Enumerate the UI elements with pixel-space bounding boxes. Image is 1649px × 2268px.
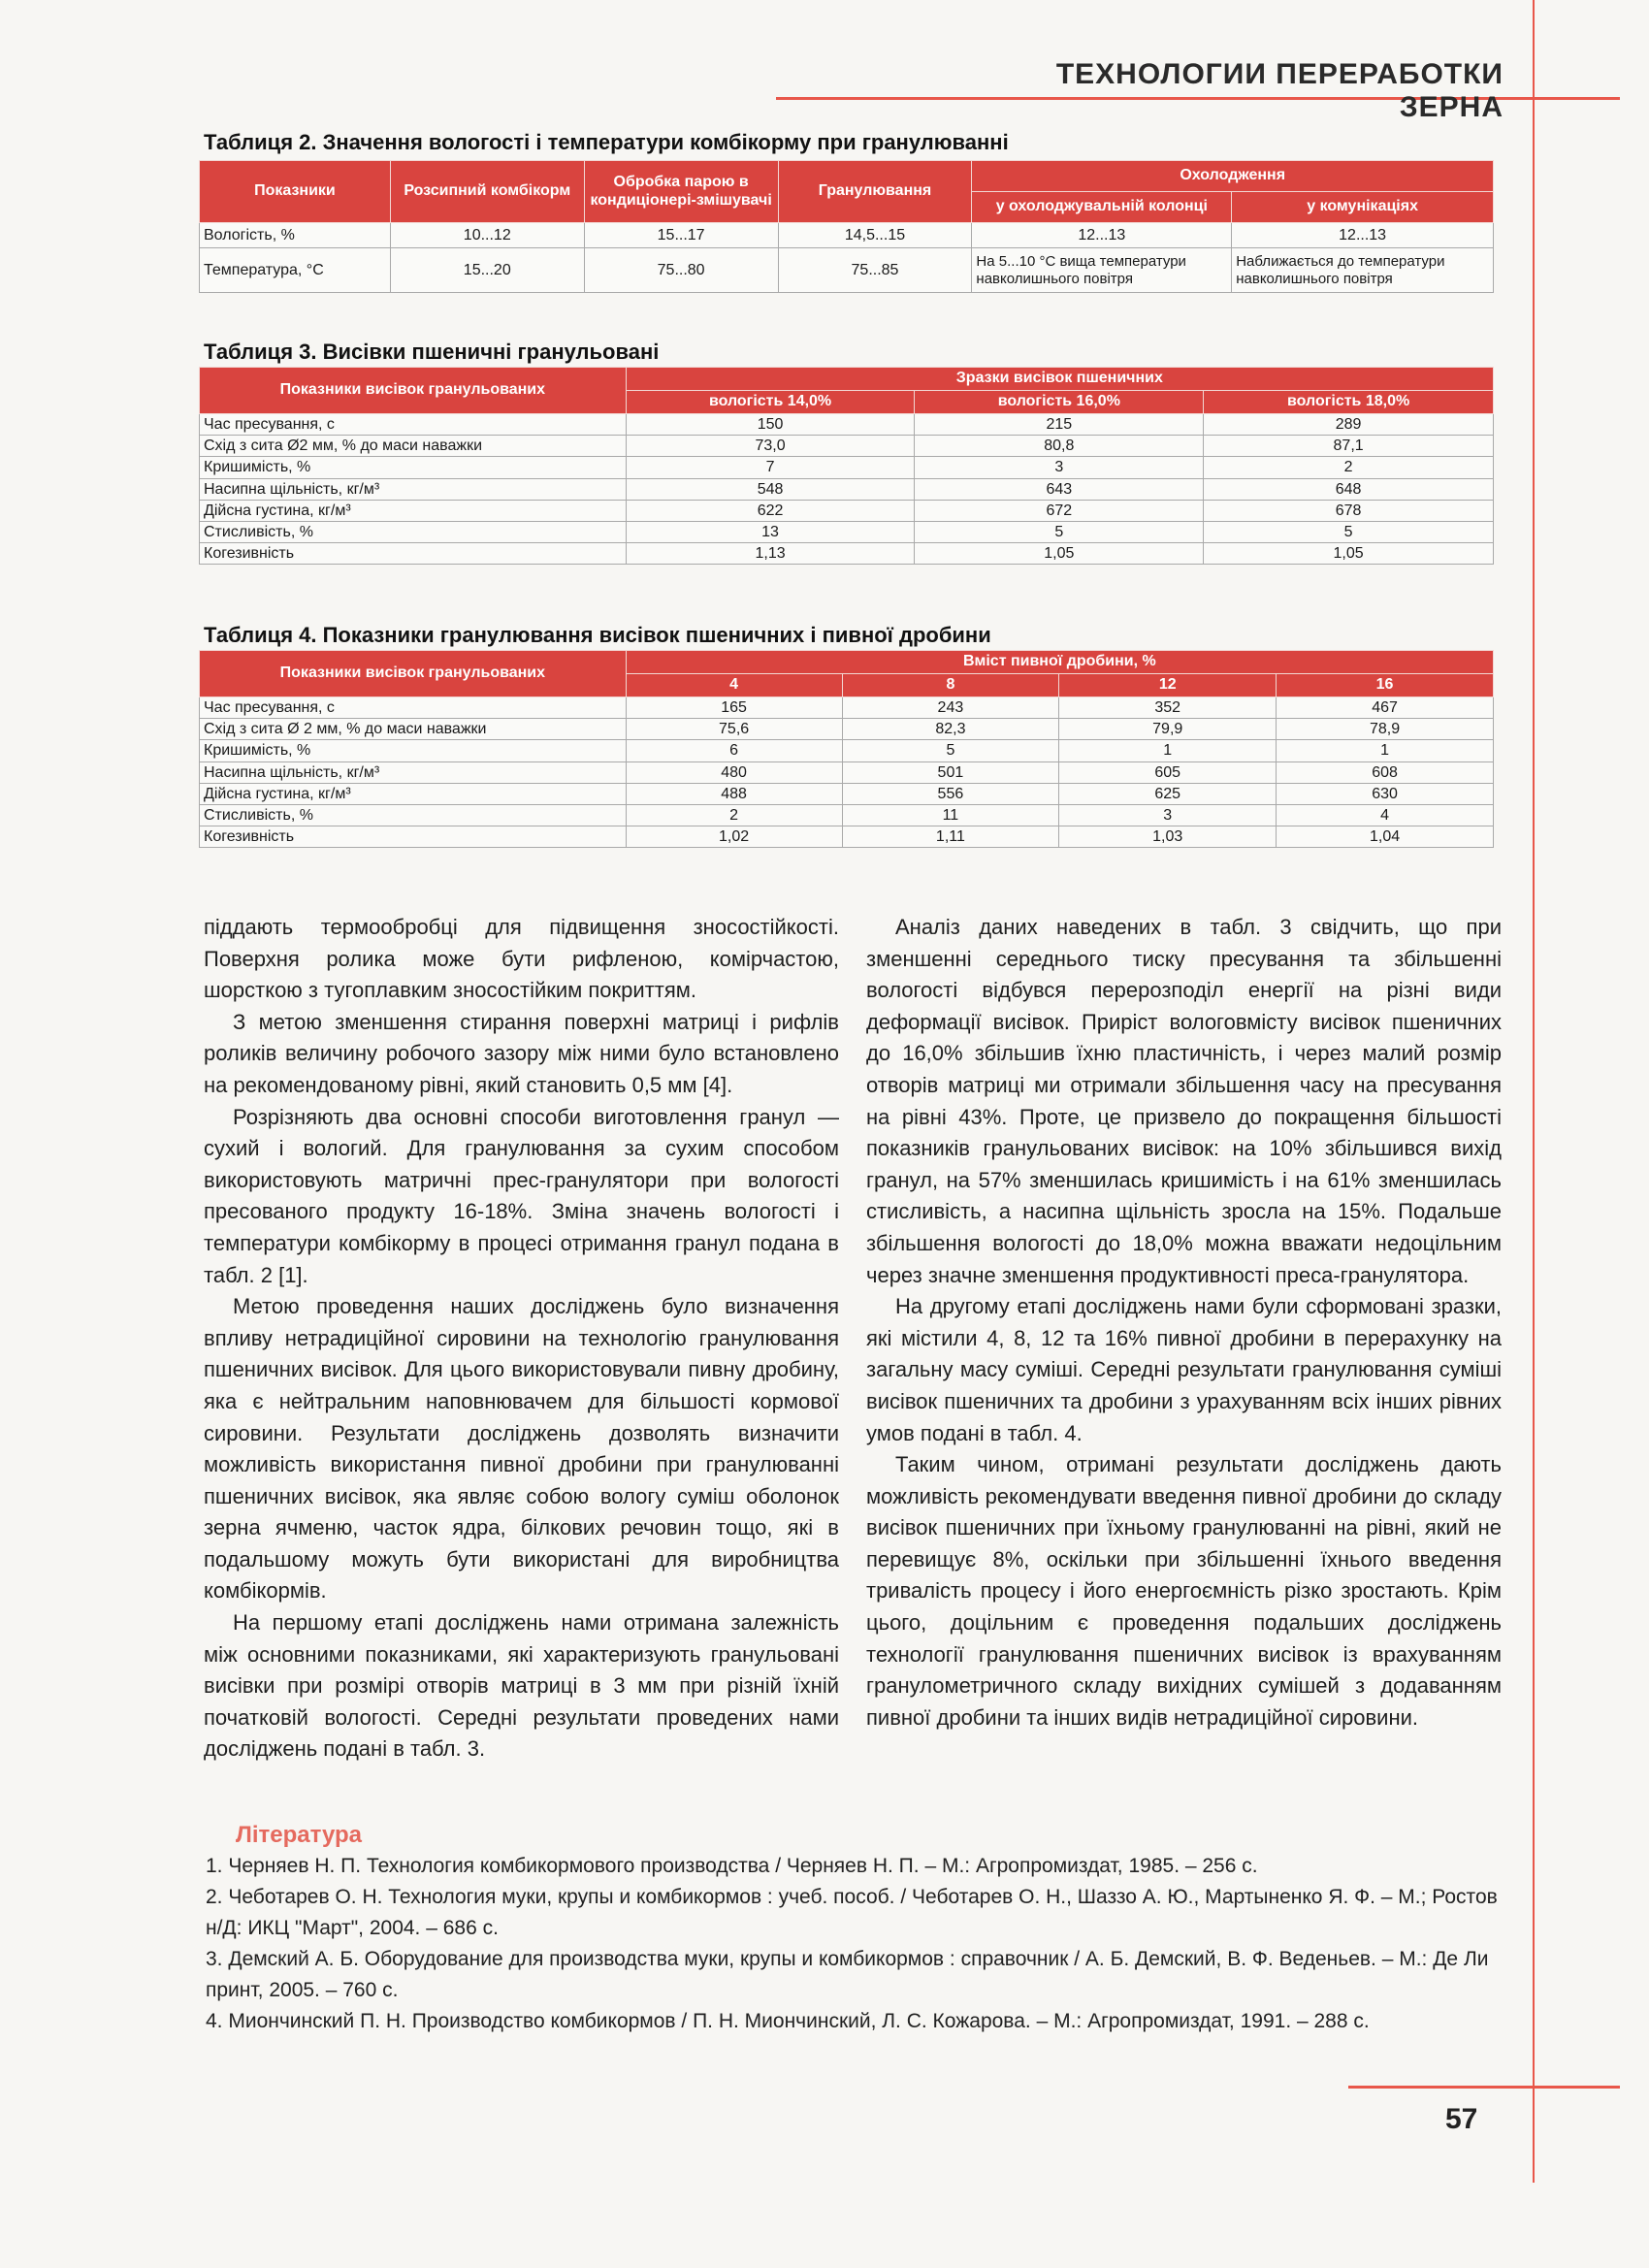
- table3-header-indicator: Показники висівок гранульованих: [200, 368, 627, 414]
- table2-header-steam: Обробка парою в кондиціонері-змішувачі: [584, 161, 778, 223]
- table2-header-communications: у комунікаціях: [1232, 192, 1494, 223]
- table4-caption: Таблиця 4. Показники гранулювання висівок пшеничних і пивної дробини: [204, 623, 991, 647]
- paragraph: піддають термообробці для підвищення зносостійкості. Поверхня ролика може бути рифленою, комірчастою, шорсткою з тугоплавким зносостійким покриттям.: [204, 915, 839, 1003]
- table3-header-moisture-16: вологість 16,0%: [915, 391, 1204, 414]
- paragraph: Таким чином, отримані результати досліджень дають можливість рекомендувати введення пивної дробини до складу висівок пшеничних при їхньому гранулюванні на рівні, який не перевищує 8%, оскільки при збільшенні їхнього введення тривалість процесу і його енергоємність різко зростають. Крім цього, доцільним є проведення подальших досліджень технології гранулювання пшеничних висівок із врахуванням гранулометричного складу вихідних сумішей з додаванням пивної дробини та інших видів нетрадиційної сировини.: [866, 1452, 1502, 1730]
- table-row: Когезивність 1,02 1,11 1,03 1,04: [200, 826, 1494, 848]
- table2: [199, 160, 1494, 293]
- reference-item: 1. Черняев Н. П. Технология комбикормового производства / Черняев Н. П. – М.: Агропромиздат, 1985. – 256 с.: [206, 1855, 1258, 1877]
- table4-header-12: 12: [1059, 674, 1277, 697]
- paragraph: На першому етапі досліджень нами отримана залежність між основними показниками, які характеризують гранульовані висівки при розмірі отворів матриці в 3 мм при різній їхній початковій вологості. Середні результати проведених нами досліджень подані в табл. 3.: [204, 1610, 839, 1762]
- reference-list: [206, 1851, 1501, 2037]
- table3-header-samples: Зразки висівок пшеничних: [626, 368, 1493, 391]
- table4: [199, 650, 1494, 848]
- body-column-right: [866, 912, 1502, 1733]
- table4-header-content: Вміст пивної дробини, %: [626, 651, 1493, 674]
- table-row: Насипна щільність, кг/м³ 480 501 605 608: [200, 761, 1494, 783]
- paragraph: З метою зменшення стирання поверхні матриці і рифлів роликів величину робочого зазору між ними було встановлено на рекомендованому рівні, який становить 0,5 мм [4].: [204, 1009, 839, 1097]
- reference-item: 4. Миончинский П. Н. Производство комбикормов / П. Н. Миончинский, Л. С. Кожарова. – М.: Агропромиздат, 1991. – 288 с.: [206, 2010, 1370, 2032]
- body-column-left: [204, 912, 839, 1766]
- table4-header-4: 4: [626, 674, 842, 697]
- literature-title: Література: [236, 1822, 363, 1848]
- table-row: Схід з сита Ø 2 мм, % до маси наважки 75,6 82,3 79,9 78,9: [200, 719, 1494, 740]
- paragraph: Розрізняють два основні способи виготовлення гранул — сухий і вологий. Для гранулювання за сухим способом використовують матричні прес-гранулятори при вологості пресованого продукту 16-18%. Зміна значень вологості і температури комбікорму в процесі отримання гранул подана в табл. 2 [1].: [204, 1104, 839, 1287]
- paragraph: На другому етапі досліджень нами були сформовані зразки, які містили 4, 8, 12 та 16% пивної дробини в перерахунку на загальну масу суміші. Середні результати гранулювання суміші висівок пшеничних та дробини з урахуванням всіх інших рівних умов подані в табл. 4.: [866, 1294, 1502, 1445]
- table2-header-granulation: Гранулювання: [778, 161, 972, 223]
- table-row: Насипна щільність, кг/м³ 548 643 648: [200, 478, 1494, 500]
- table2-header-cooling: Охолодження: [972, 161, 1494, 192]
- table-row: Стисливість, % 13 5 5: [200, 521, 1494, 542]
- table-row: Стисливість, % 2 11 3 4: [200, 804, 1494, 826]
- paragraph: Метою проведення наших досліджень було визначення впливу нетрадиційної сировини на технологію гранулювання пшеничних висівок. Для цього використовували пивну дробину, яка є нейтральним наповнювачем для більшості кормової сировини. Результати досліджень дозволять визначити можливість використання пивної дробини при гранулюванні пшеничних висівок, яка являє собою вологу суміш оболонок зерна ячменю, часток ядра, білкових речовин тощо, які в подальшому можуть бути використані для виробництва комбікормів.: [204, 1294, 839, 1604]
- table4-header-16: 16: [1277, 674, 1494, 697]
- running-header: ТЕХНОЛОГИИ ПЕРЕРАБОТКИ ЗЕРНА: [1055, 58, 1504, 123]
- table3-caption: Таблиця 3. Висівки пшеничні гранульовані: [204, 340, 660, 364]
- page-number: 57: [1445, 2103, 1478, 2135]
- table-row: Кришимість, % 7 3 2: [200, 457, 1494, 478]
- table-row: Схід з сита Ø2 мм, % до маси наважки 73,0 80,8 87,1: [200, 436, 1494, 457]
- table-row: Час пресування, с 165 243 352 467: [200, 697, 1494, 719]
- table-row: Когезивність 1,13 1,05 1,05: [200, 543, 1494, 565]
- table2-header-bulk: Розсипний комбікорм: [390, 161, 584, 223]
- table-row: Вологість, % 10...12 15...17 14,5...15 12...13 12...13: [200, 223, 1494, 248]
- table4-header-indicator: Показники висівок гранульованих: [200, 651, 627, 697]
- paragraph: Аналіз даних наведених в табл. 3 свідчить, що при зменшенні середнього тиску пресування та збільшенні вологості відбувся перерозподіл енергії на різні види деформації висівок. Приріст вологовмісту висівок пшеничних до 16,0% збільшив їхню пластичність, і через малий розмір отворів матриці ми отримали збільшення часу на пресування на рівні 43%. Проте, це призвело до покращення більшості показників гранульованих висівок: на 10% збільшився вихід гранул, на 57% зменшилась кришимість і на 61% зменшилась стисливість, а насипна щільність зросла на 15%. Подальше збільшення вологості до 18,0% можна вважати недоцільним через значне зменшення продуктивності преса-гранулятора.: [866, 915, 1502, 1287]
- table-row: Дійсна густина, кг/м³ 622 672 678: [200, 500, 1494, 521]
- table2-header-cooling-column: у охолоджувальній колонці: [972, 192, 1232, 223]
- table2-caption: Таблиця 2. Значення вологості і температури комбікорму при гранулюванні: [204, 130, 1009, 154]
- table3: [199, 367, 1494, 565]
- table-row: Час пресування, с 150 215 289: [200, 414, 1494, 436]
- table3-header-moisture-14: вологість 14,0%: [626, 391, 915, 414]
- footer-rule: [1348, 2086, 1620, 2089]
- table-row: Дійсна густина, кг/м³ 488 556 625 630: [200, 783, 1494, 804]
- table3-header-moisture-18: вологість 18,0%: [1204, 391, 1494, 414]
- reference-item: 2. Чеботарев О. Н. Технология муки, крупы и комбикормов : учеб. пособ. / Чеботарев О. Н., Шаззо А. Ю., Мартыненко Я. Ф. – М.; Ростов н/Д: ИКЦ "Март", 2004. – 686 с.: [206, 1886, 1498, 1939]
- table-row: Кришимість, % 6 5 1 1: [200, 740, 1494, 761]
- table-row: Температура, °С 15...20 75...80 75...85 На 5...10 °С вища температури навколишнього повітря Наближається до температури навколишнього повітря: [200, 248, 1494, 293]
- table4-header-8: 8: [842, 674, 1059, 697]
- reference-item: 3. Демский А. Б. Оборудование для производства муки, крупы и комбикормов : справочник / А. Б. Демский, В. Ф. Веденьев. – М.: Де Ли принт, 2005. – 760 с.: [206, 1948, 1489, 2001]
- table2-header-indicator: Показники: [200, 161, 391, 223]
- vertical-rule: [1533, 0, 1535, 2183]
